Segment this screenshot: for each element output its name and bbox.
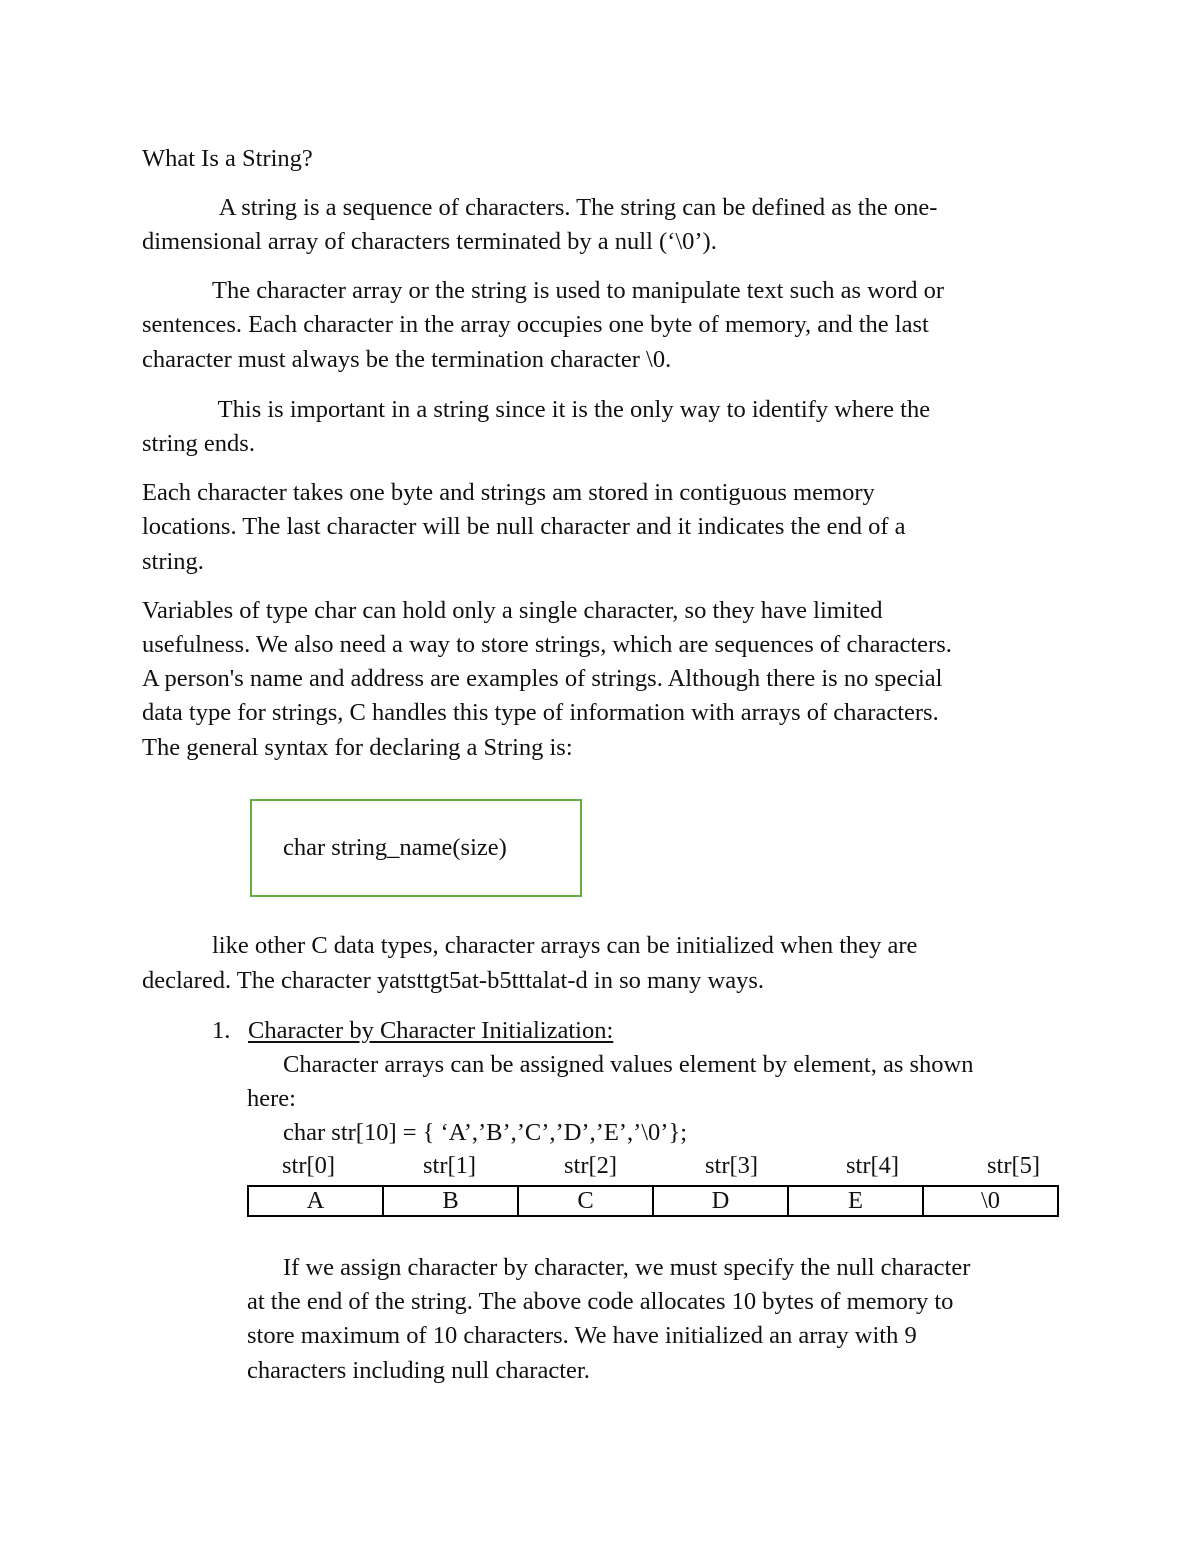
list-item-heading: Character by Character Initialization: [248,1017,614,1044]
after-text-line-3: store maximum of 10 characters. We have initialized an array with 9 [247,1322,917,1349]
paragraph-5-line-4: data type for strings, C handles this type of information with arrays of characters. [142,699,939,726]
paragraph-5-line-1: Variables of type char can hold only a single character, so they have limited [142,597,883,624]
paragraph-1-line-1: A string is a sequence of characters. The string can be defined as the one- [214,194,938,221]
table-row [248,1186,1058,1216]
syntax-text: char string_name(size) [283,834,507,861]
paragraph-3-line-2: string ends. [142,430,255,457]
paragraph-5-line-2: usefulness. We also need a way to store strings, which are sequences of characters. [142,631,952,658]
array-cell: D [653,1186,788,1216]
paragraph-5-line-3: A person's name and address are examples of strings. Although there is no special [142,665,943,692]
paragraph-4-line-2: locations. The last character will be null character and it indicates the end of a [142,513,906,540]
list-text-line-1: Character arrays can be assigned values element by element, as shown [283,1051,974,1078]
array-cell: E [788,1186,923,1216]
paragraph-1-line-2: dimensional array of characters terminated by a null (‘\0’). [142,228,717,255]
array-cell: B [383,1186,518,1216]
paragraph-5-line-5: The general syntax for declaring a String is: [142,734,573,761]
after-text-line-1: If we assign character by character, we must specify the null character [283,1254,971,1281]
list-item-number: 1. [212,1017,231,1044]
array-cell: A [248,1186,383,1216]
array-cell: C [518,1186,653,1216]
paragraph-3-line-1: This is important in a string since it is the only way to identify where the [212,396,931,423]
paragraph-2-line-1: The character array or the string is used to manipulate text such as word or [212,277,945,304]
array-index-label: str[1] [423,1152,477,1179]
paragraph-4-line-3: string. [142,548,204,575]
paragraph-4-line-1: Each character takes one byte and strings am stored in contiguous memory [142,479,875,506]
paragraph-2-line-2: sentences. Each character in the array occupies one byte of memory, and the last [142,311,929,338]
code-example: char str[10] = { ‘A’,’B’,’C’,’D’,’E’,’\0’}; [283,1119,688,1146]
char-array-table [247,1185,1059,1217]
syntax-box [250,799,582,897]
array-index-label: str[2] [564,1152,618,1179]
array-index-label: str[5] [987,1152,1041,1179]
section-title: What Is a String? [142,145,313,172]
array-index-label: str[3] [705,1152,759,1179]
list-text-line-2: here: [247,1085,296,1112]
array-index-label: str[0] [282,1152,336,1179]
paragraph-6-line-2: declared. The character yatsttgt5at-b5tttalat-d in so many ways. [142,967,765,994]
array-index-label: str[4] [846,1152,900,1179]
after-text-line-2: at the end of the string. The above code allocates 10 bytes of memory to [247,1288,954,1315]
paragraph-6-line-1: like other C data types, character arrays can be initialized when they are [212,932,918,959]
paragraph-2-line-3: character must always be the termination character \0. [142,346,672,373]
after-text-line-4: characters including null character. [247,1357,590,1384]
array-cell: \0 [923,1186,1058,1216]
